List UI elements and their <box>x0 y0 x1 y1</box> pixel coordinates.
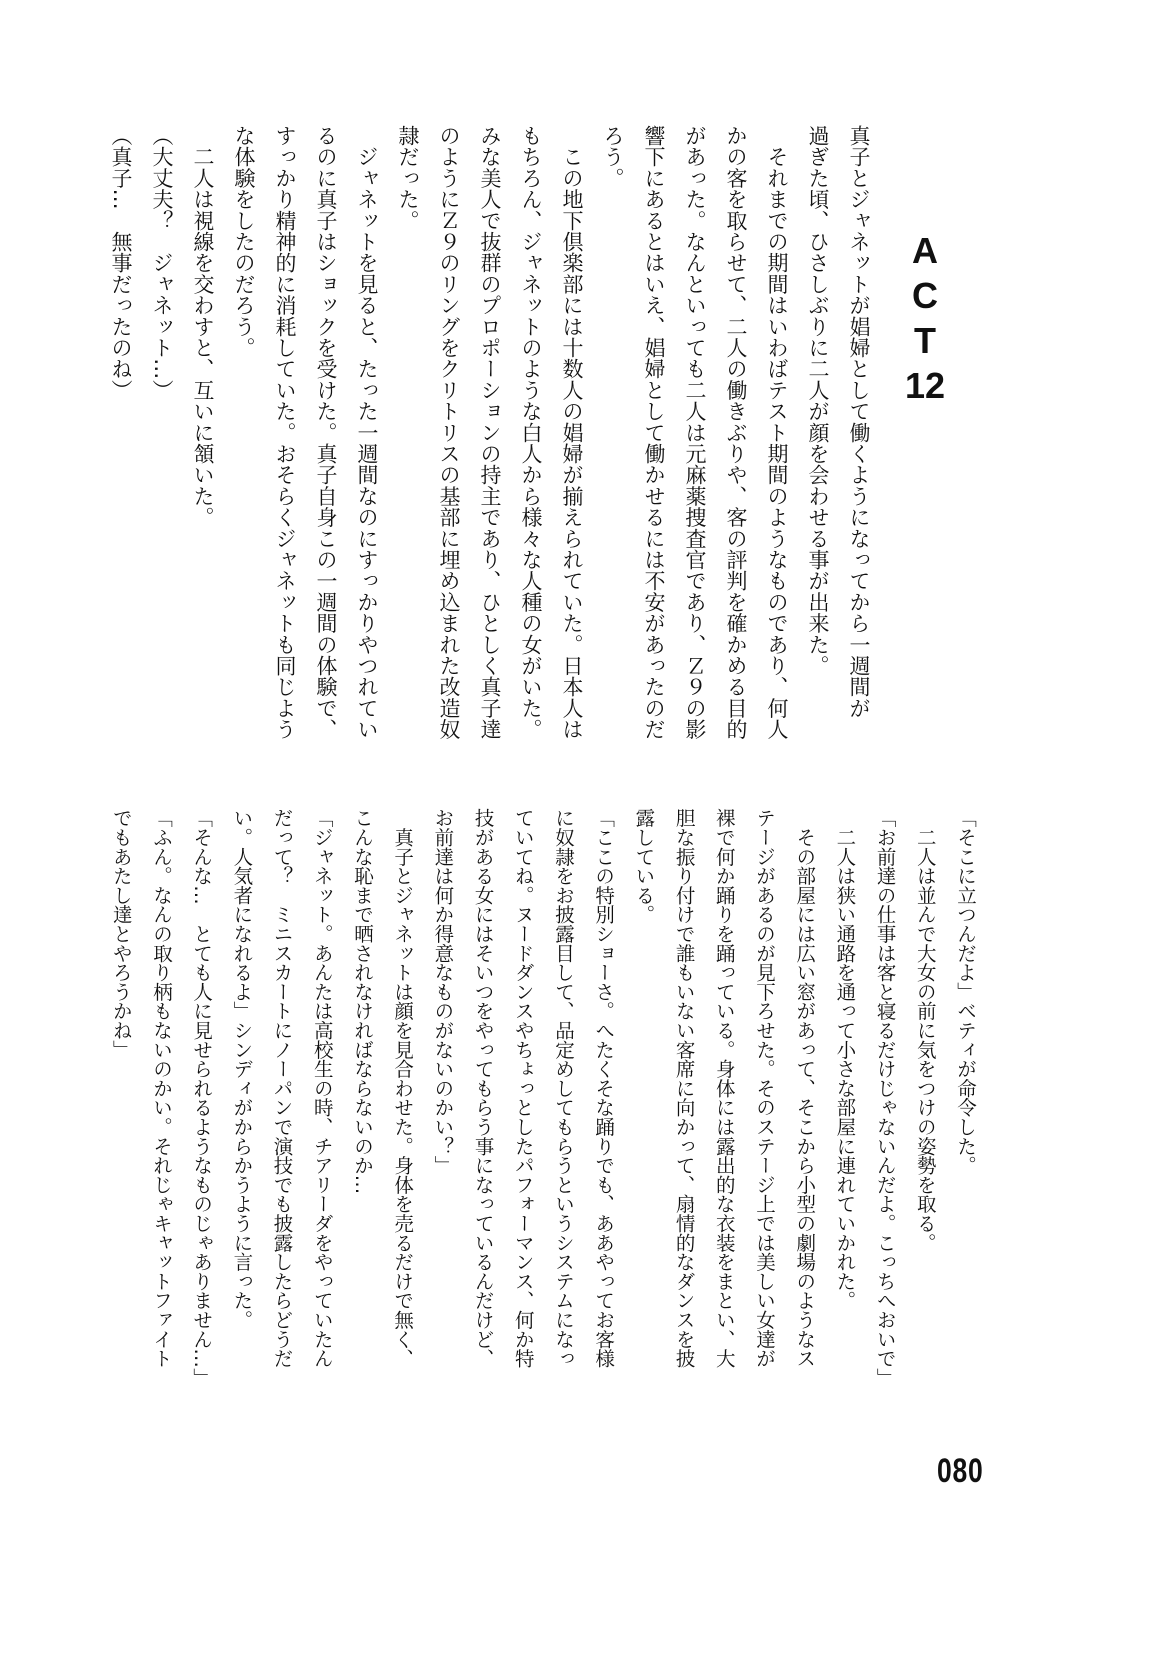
text-column: すっかり精神的に消耗していた。おそらくジャネットも同じよう <box>273 125 297 740</box>
text-column: かの客を取らせて、二人の働きぶりや、客の評判を確かめる目的 <box>724 125 748 740</box>
text-column: 二人は狭い通路を通って小さな部屋に連れていかれた。 <box>833 808 857 1310</box>
text-column: ろう。 <box>601 125 625 189</box>
text-column: い。人気者になれるよ」シンディがからかうように言った。 <box>230 808 254 1330</box>
text-column: 「ふん。なんの取り柄もないのかい。それじゃキャットファイト <box>149 808 173 1368</box>
text-column: のようにＺ９のリングをクリトリスの基部に埋め込まれた改造奴 <box>437 125 461 740</box>
text-column: 「ここの特別ショーさ。へたくそな踊りでも、ああやってお客様 <box>592 808 616 1368</box>
text-column: 二人は並んで大女の前に気をつけの姿勢を取る。 <box>913 808 937 1252</box>
heading-number: 12 <box>904 365 946 406</box>
text-column: もちろん、ジャネットのような白人から様々な人種の女がいた。 <box>519 125 543 740</box>
text-column: 技がある女にはそいつをやってもらう事になっているんだけど、 <box>471 808 495 1368</box>
text-column: 二人は視線を交わすと、互いに頷いた。 <box>191 125 215 528</box>
text-column: 「ジャネット。あんたは高校生の時、チアリーダをやっていたん <box>310 808 334 1368</box>
text-column: （真子… 無事だったのね） <box>109 125 133 401</box>
text-column: でもあたし達とやろうかね」 <box>109 808 133 1059</box>
top-text-block <box>100 125 879 740</box>
text-column: テージがあるのが見下ろせた。そのステージ上では美しい女達が <box>752 808 776 1368</box>
text-column: この地下倶楽部には十数人の娼婦が揃えられていた。日本人は <box>560 125 584 740</box>
page-number: 080 <box>937 1452 984 1490</box>
heading-char: T <box>914 320 936 361</box>
text-column: 「お前達の仕事は客と寝るだけじゃないんだよ。こっちへおいで」 <box>873 808 897 1388</box>
text-column: 「そこに立つんだよ」ベティが命令した。 <box>954 808 977 1175</box>
text-column: だって？ ミニスカートにノーパンで演技でも披露したらどうだ <box>270 808 294 1368</box>
text-column: 胆な振り付けで誰もいない客席に向かって、扇情的なダンスを披 <box>672 808 696 1368</box>
text-column: 過ぎた頃、ひさしぶりに二人が顔を会わせる事が出来た。 <box>806 125 830 677</box>
text-column: な体験をしたのだろう。 <box>232 125 256 359</box>
text-column: があった。なんといっても二人は元麻薬捜査官であり、Ｚ９の影 <box>683 125 707 740</box>
text-column: みな美人で抜群のプロポーションの持主であり、ひとしく真子達 <box>478 125 502 740</box>
text-column: に奴隷をお披露目して、品定めしてもらうというシステムになっ <box>551 808 575 1368</box>
chapter-heading <box>900 228 950 408</box>
heading-char: C <box>912 275 938 316</box>
text-column: 真子とジャネットが娼婦として働くようになってから一週間が <box>847 125 871 719</box>
text-column: るのに真子はショックを受けた。真子自身この一週間の体験で、 <box>314 125 338 740</box>
text-column: 真子とジャネットは顔を見合わせた。身体を売るだけで無く、 <box>391 808 415 1368</box>
text-column: 隷だった。 <box>396 125 420 231</box>
text-column: ジャネットを見ると、たった一週間なのにすっかりやつれてい <box>355 125 379 740</box>
heading-char: A <box>912 230 938 271</box>
text-column: 響下にあるとはいえ、娼婦として働かせるには不安があったのだ <box>642 125 666 740</box>
text-column: 露している。 <box>632 808 656 924</box>
text-column: 「そんな… とても人に見せられるようなものじゃありません…」 <box>190 808 214 1388</box>
text-column: お前達は何か得意なものがないのかい？」 <box>431 808 455 1175</box>
text-column: その部屋には広い窓があって、そこから小型の劇場のようなス <box>793 808 817 1368</box>
bottom-text-block <box>100 808 985 1398</box>
text-column: 裸で何か踊りを踊っている。身体には露出的な衣装をまとい、大 <box>712 808 736 1368</box>
text-column: （大丈夫？ ジャネット…） <box>150 125 174 401</box>
text-column: それまでの期間はいわばテスト期間のようなものであり、何人 <box>765 125 789 740</box>
text-column: こんな恥まで晒されなければならないのか… <box>350 808 374 1195</box>
text-column: ていてね。ヌードダンスやちょっとしたパフォーマンス、何か特 <box>511 808 535 1368</box>
